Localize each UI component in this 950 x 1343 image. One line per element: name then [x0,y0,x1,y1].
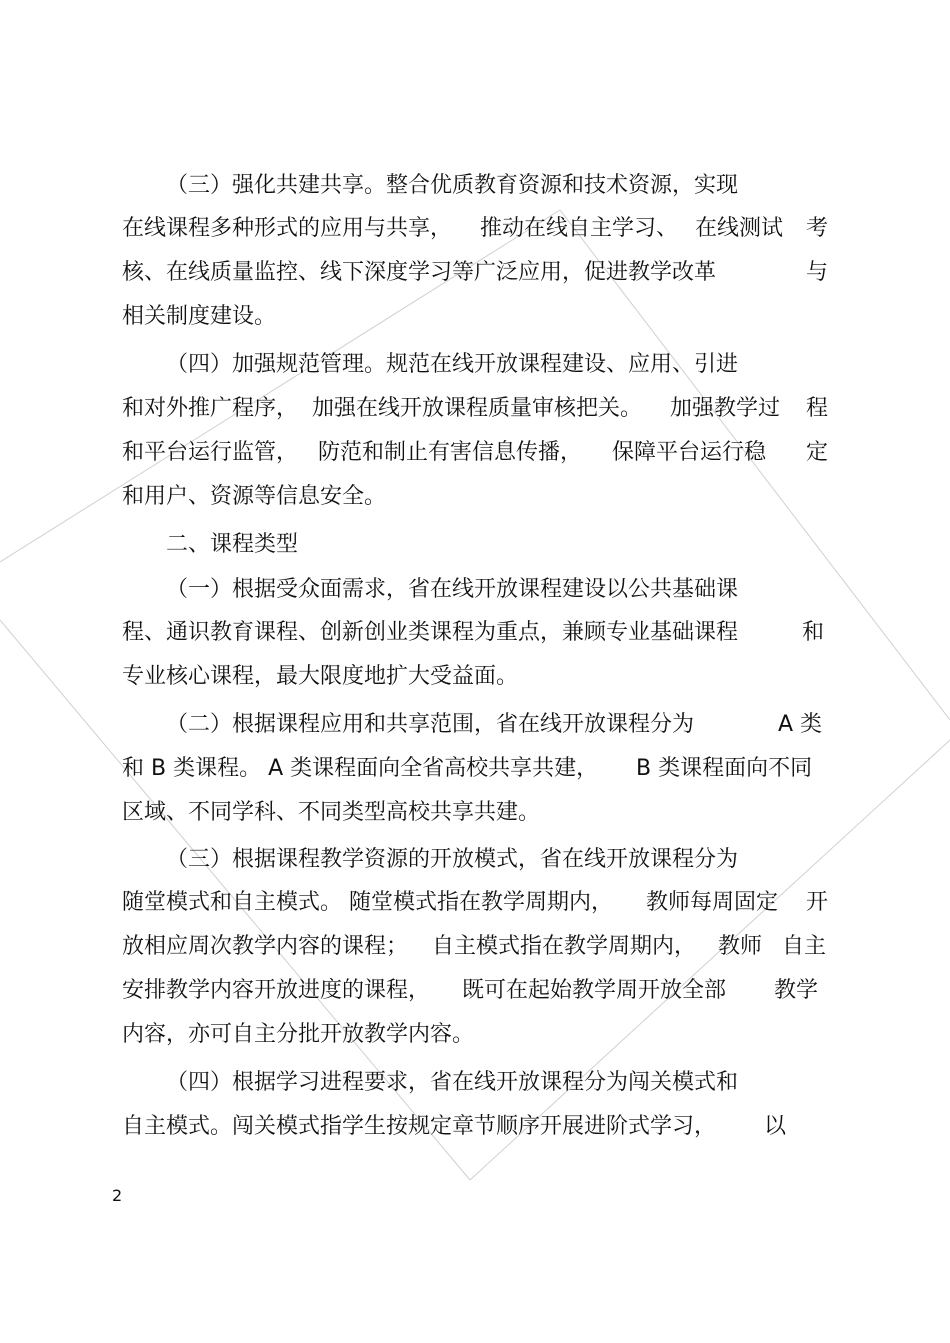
text-line [122,754,950,784]
text-segment: （四）加强规范管理。规范在线开放课程建设、应用、引进 [166,352,739,377]
text-segment: 加强在线开放课程质量审核把关。 [312,396,643,421]
text-line [122,618,950,648]
text-segment: 既可在起始教学周开放全部 [462,978,727,1003]
text-line [166,575,950,605]
text-segment: 自主模式指在教学周期内， [432,934,697,959]
text-segment: 程 [806,396,829,421]
text-segment: 内容，亦可自主分批开放教学内容。 [122,1022,475,1047]
text-line [122,1112,950,1142]
text-segment: A 类 [778,712,823,737]
text-segment: 和 B 类课程。 A 类课程面向全省高校共享共建， [122,756,599,781]
text-segment: （一）根据受众面需求，省在线开放课程建设以公共基础课 [166,577,739,602]
text-segment: 相关制度建设。 [122,304,277,329]
text-segment: 教师每周固定 [646,890,779,915]
text-segment: 在线课程多种形式的应用与共享， [122,216,453,241]
text-segment: 教师 [718,934,763,959]
text-segment: 在线测试 [695,216,784,241]
text-line [122,888,950,918]
text-line [166,710,950,740]
text-segment: （三）强化共建共享。整合优质教育资源和技术资源，实现 [166,173,739,198]
text-segment: 随堂模式和自主模式。 随堂模式指在教学周期内， [122,890,613,915]
text-line [122,214,950,244]
text-line [122,482,950,512]
text-line [166,171,950,201]
text-line [166,1068,950,1098]
text-line [166,845,950,875]
text-segment: 定 [806,440,829,465]
text-segment: 自主 [782,934,827,959]
text-segment: （二）根据课程应用和共享范围，省在线开放课程分为 [166,712,695,737]
text-segment: 开 [806,890,829,915]
text-segment: 和 [802,620,825,645]
text-segment: 二、课程类型 [166,532,299,557]
text-segment: （三）根据课程教学资源的开放模式，省在线开放课程分为 [166,847,739,872]
text-segment: 教学 [774,978,819,1003]
text-segment: 和平台运行监管， [122,440,299,465]
text-segment: 核、在线质量监控、线下深度学习等广泛应用，促进教学改革 [122,260,717,285]
text-line [122,662,950,692]
page-number: 2 [112,1186,123,1205]
text-segment: 自主模式。闯关模式指学生按规定章节顺序开展进阶式学习， [122,1114,717,1139]
text-segment: 区域、不同学科、不同类型高校共享共建。 [122,800,541,825]
text-line [122,258,950,288]
text-line [122,438,950,468]
text-line [122,932,950,962]
text-segment: 以 [764,1114,787,1139]
text-line [122,976,950,1006]
text-line [122,1020,950,1050]
text-line [122,302,950,332]
text-segment: （四）根据学习进程要求，省在线开放课程分为闯关模式和 [166,1070,739,1095]
text-segment: 放相应周次教学内容的课程； [122,934,409,959]
section-heading [166,530,950,560]
text-segment: 程、通识教育课程、创新创业类课程为重点，兼顾专业基础课程 [122,620,739,645]
text-segment: 和用户、资源等信息安全。 [122,484,387,509]
text-segment: 加强教学过 [670,396,781,421]
text-segment: 防范和制止有害信息传播， [318,440,583,465]
text-line [166,350,950,380]
text-segment: 专业核心课程，最大限度地扩大受益面。 [122,664,519,689]
text-segment: 和对外推广程序， [122,396,299,421]
text-segment: 考 [806,216,829,241]
text-line [122,394,950,424]
text-segment: 推动在线自主学习、 [480,216,679,241]
text-segment: 安排教学内容开放进度的课程， [122,978,431,1003]
text-segment: B 类课程面向不同 [636,756,813,781]
text-segment: 与 [806,260,829,285]
text-segment: 保障平台运行稳 [612,440,767,465]
text-line [122,798,950,828]
